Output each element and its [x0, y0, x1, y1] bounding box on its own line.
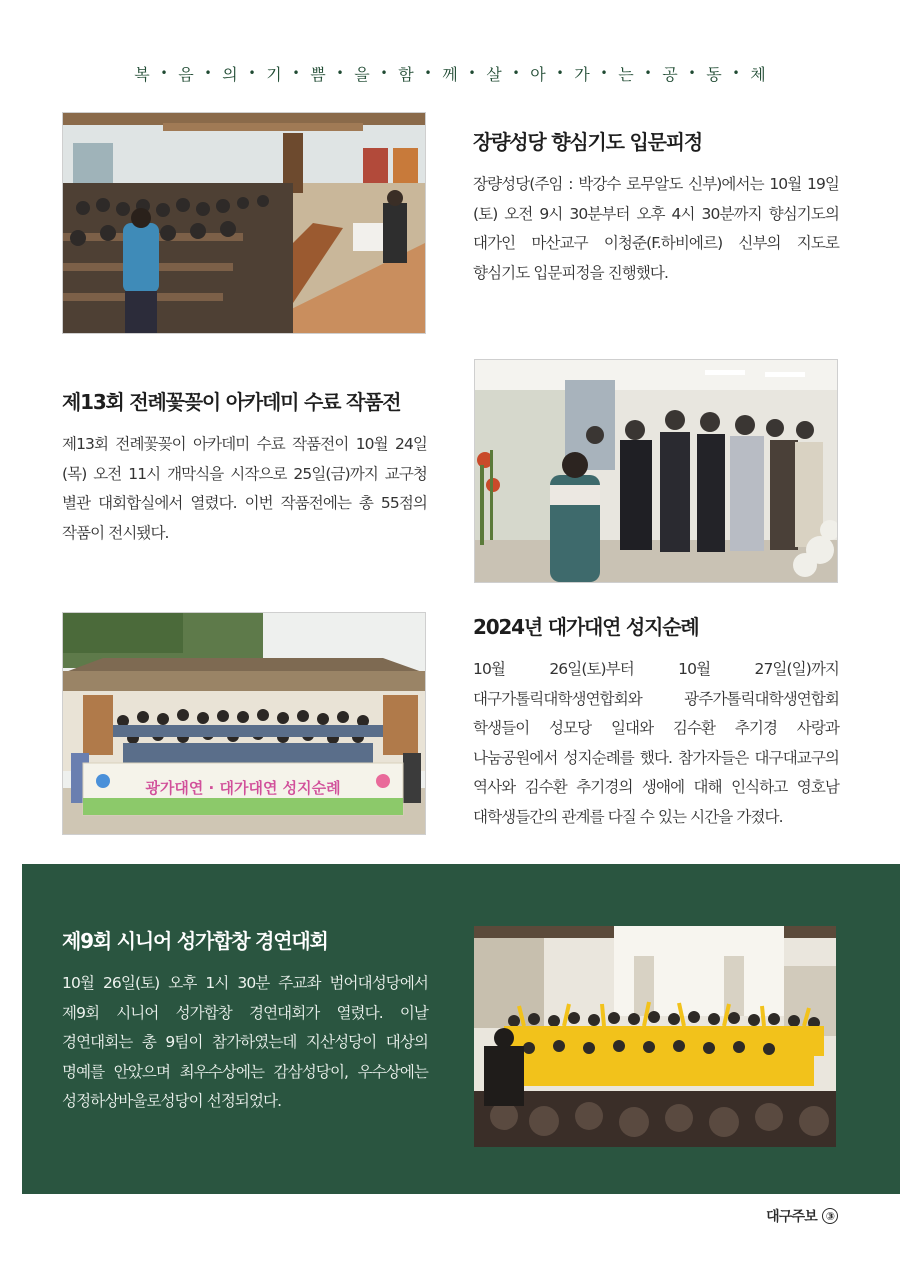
article-body: 제13회 전례꽃꽂이 아카데미 수료 작품전이 10월 24일(목) 오전 11시 개막식을 시작으로 25일(금)까지 교구청 별관 대회합실에서 열렸다. 이번 작품전에는 총 55점의 작품이 전시됐다. [62, 435, 427, 542]
motto-line [0, 60, 900, 86]
photo-pilgrimage-group [62, 612, 426, 835]
motto-char: 살 [486, 64, 502, 84]
highlight-section [22, 864, 900, 1194]
photo-retreat-church [62, 112, 426, 334]
motto-char: 함 [398, 64, 414, 84]
article-title: 제9회 시니어 성가합창 경연대회 [62, 929, 328, 953]
motto-char: 음 [178, 64, 194, 84]
photo-flower-exhibition [474, 359, 838, 583]
motto-char: 복 [134, 64, 150, 84]
article-title: 2024년 대가대연 성지순례 [473, 615, 699, 639]
article-retreat [473, 128, 839, 288]
motto-char: 께 [442, 64, 458, 84]
article-flower-exhibition [62, 388, 427, 548]
motto-separator-dot: • [556, 66, 564, 80]
motto-char: 체 [750, 64, 766, 84]
banner-text: 광가대연 · 대가대연 성지순례 [145, 779, 341, 797]
motto-separator-dot: • [644, 66, 652, 80]
motto-char: 아 [530, 64, 546, 84]
article-body: 10월 26일(토)부터 10월 27일(일)까지 대구가톨릭대학생연합회와 광주가톨릭대학생연합회 학생들이 성모당 일대와 김수환 추기경 사랑과 나눔공원에서 성지순례를 했다. 참가자들은 대구대교구의 역사와 김수환 추기경의 생애에 대해 인식하고 영호남 대학생들간의 관계를 다질 수 있는 시간을 가졌다. [473, 660, 839, 826]
motto-separator-dot: • [424, 66, 432, 80]
article-choir-contest [62, 927, 428, 1117]
motto-separator-dot: • [380, 66, 388, 80]
motto-separator-dot: • [336, 66, 344, 80]
photo-choir-contest [473, 925, 837, 1148]
page-footer [766, 1206, 838, 1226]
motto-separator-dot: • [292, 66, 300, 80]
motto-char: 는 [618, 64, 634, 84]
article-title: 장량성당 향심기도 입문피정 [473, 130, 702, 154]
motto-char: 기 [266, 64, 282, 84]
motto-char: 의 [222, 64, 238, 84]
motto-separator-dot: • [468, 66, 476, 80]
motto-char: 가 [574, 64, 590, 84]
motto-char: 공 [662, 64, 678, 84]
article-pilgrimage [473, 613, 839, 832]
motto-char: 동 [706, 64, 722, 84]
motto-separator-dot: • [160, 66, 168, 80]
motto-separator-dot: • [248, 66, 256, 80]
motto-separator-dot: • [688, 66, 696, 80]
publication-name: 대구주보 [766, 1209, 817, 1225]
article-title: 제13회 전례꽃꽂이 아카데미 수료 작품전 [62, 390, 401, 414]
article-body: 10월 26일(토) 오후 1시 30분 주교좌 범어대성당에서 제9회 시니어 성가합창 경연대회가 열렸다. 이날 경연대회는 총 9팀이 참가하였는데 지산성당이 대상의 명예를 안았으며 최우수상에는 감삼성당이, 우수상에는 성정하상바울로성당이 선정되었다. [62, 974, 428, 1110]
page-number: ③ [822, 1208, 838, 1224]
article-body: 장량성당(주임 : 박강수 로무알도 신부)에서는 10월 19일(토) 오전 9시 30분부터 오후 4시 30분까지 향심기도의 대가인 마산교구 이청준(F.하비에르) 신부의 지도로 향심기도 입문피정을 진행했다. [473, 175, 839, 282]
motto-separator-dot: • [732, 66, 740, 80]
motto-char: 을 [354, 64, 370, 84]
motto-separator-dot: • [600, 66, 608, 80]
motto-separator-dot: • [204, 66, 212, 80]
motto-char: 쁨 [310, 64, 326, 84]
motto-separator-dot: • [512, 66, 520, 80]
